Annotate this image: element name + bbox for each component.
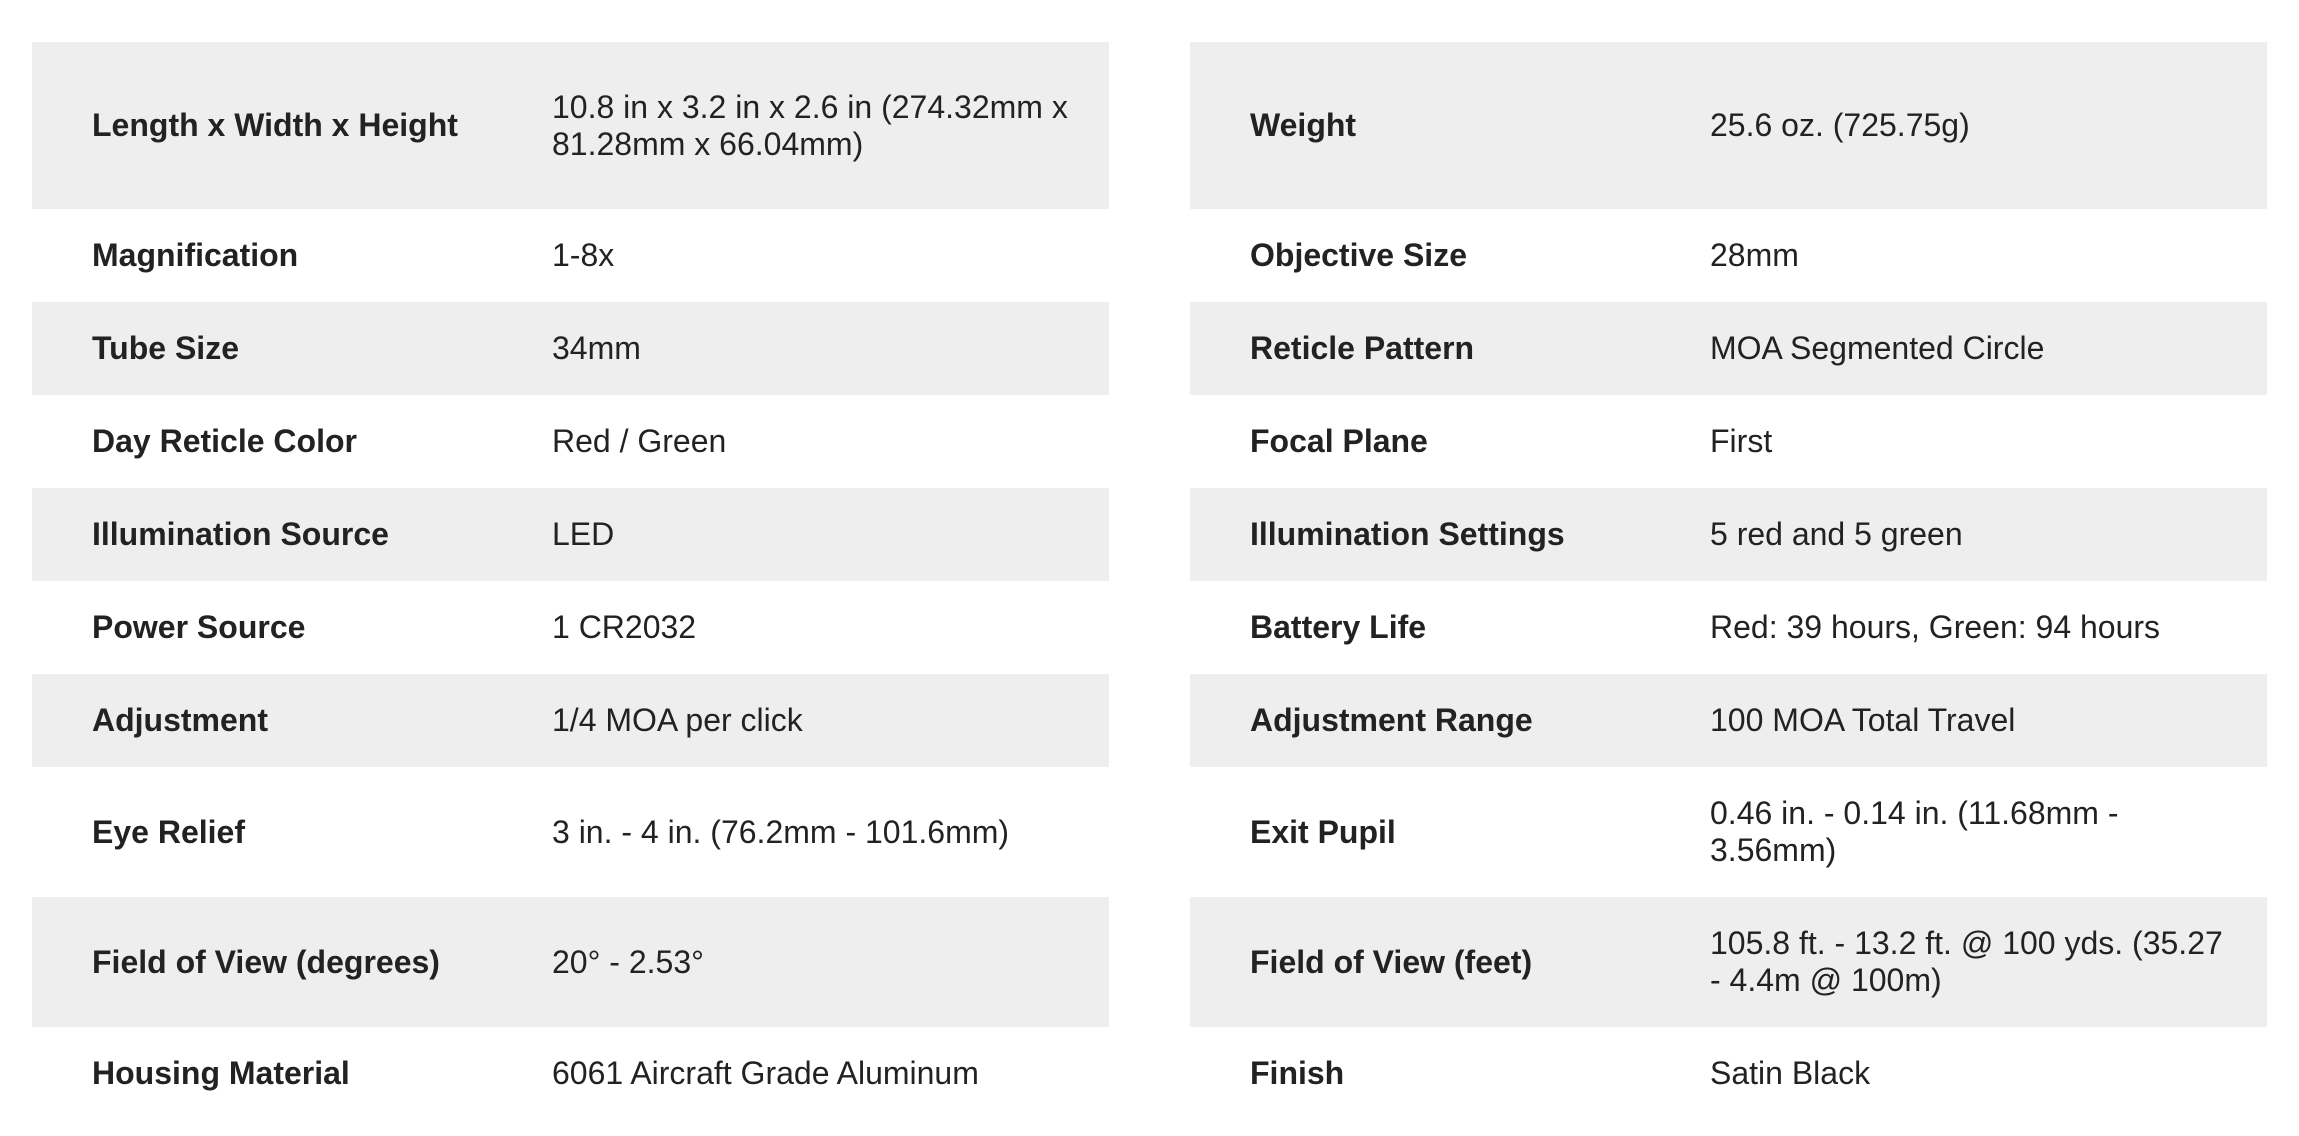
spec-row	[32, 1027, 1109, 1120]
spec-row	[1190, 674, 2267, 767]
spec-value: 0.46 in. - 0.14 in. (11.68mm - 3.56mm)	[1710, 795, 2119, 868]
spec-label: Power Source	[92, 609, 306, 645]
spec-row	[32, 209, 1109, 302]
spec-table-right	[1190, 42, 2267, 1120]
spec-label: Day Reticle Color	[92, 423, 357, 459]
spec-value: 6061 Aircraft Grade Aluminum	[552, 1055, 979, 1091]
spec-value: Red: 39 hours, Green: 94 hours	[1710, 609, 2161, 645]
spec-label: Housing Material	[92, 1055, 350, 1091]
spec-label: Weight	[1250, 107, 1357, 143]
spec-label: Eye Relief	[92, 813, 245, 850]
spec-value: LED	[552, 516, 615, 552]
spec-row	[32, 581, 1109, 674]
spec-row	[1190, 302, 2267, 395]
spec-label: Exit Pupil	[1250, 813, 1396, 850]
spec-value: 34mm	[552, 330, 641, 366]
spec-label: Adjustment Range	[1250, 702, 1533, 738]
spec-row	[1190, 488, 2267, 581]
spec-value: 1/4 MOA per click	[552, 702, 803, 738]
spec-label: Length x Width x Height	[92, 107, 458, 143]
spec-value: MOA Segmented Circle	[1710, 330, 2045, 366]
spec-row	[32, 42, 1109, 209]
spec-value: Satin Black	[1710, 1055, 1871, 1091]
spec-row	[1190, 1027, 2267, 1120]
spec-value: 105.8 ft. - 13.2 ft. @ 100 yds. (35.27 - 4.4m @ 100m)	[1710, 925, 2223, 998]
spec-row	[1190, 581, 2267, 674]
spec-label: Focal Plane	[1250, 423, 1428, 459]
spec-row	[32, 302, 1109, 395]
spec-value: 3 in. - 4 in. (76.2mm - 101.6mm)	[552, 813, 1010, 850]
spec-label: Finish	[1250, 1055, 1345, 1091]
spec-table-left	[32, 42, 1109, 1120]
spec-row	[1190, 767, 2267, 897]
spec-label: Field of View (degrees)	[92, 943, 440, 980]
spec-value: 5 red and 5 green	[1710, 516, 1963, 552]
spec-value: First	[1710, 423, 1773, 459]
spec-row	[32, 767, 1109, 897]
spec-row	[32, 395, 1109, 488]
spec-row	[1190, 42, 2267, 209]
spec-value: 10.8 in x 3.2 in x 2.6 in (274.32mm x 81.28mm x 66.04mm)	[552, 88, 1068, 162]
spec-value: 20° - 2.53°	[552, 943, 704, 980]
spec-value: 28mm	[1710, 237, 1799, 273]
spec-row	[1190, 209, 2267, 302]
spec-label: Field of View (feet)	[1250, 943, 1533, 980]
spec-label: Illumination Settings	[1250, 516, 1565, 552]
spec-row	[1190, 395, 2267, 488]
spec-row	[32, 488, 1109, 581]
spec-label: Magnification	[92, 237, 299, 273]
spec-value: 1-8x	[552, 237, 615, 273]
spec-label: Battery Life	[1250, 609, 1427, 645]
spec-row	[32, 674, 1109, 767]
spec-label: Tube Size	[92, 330, 239, 366]
spec-label: Adjustment	[92, 702, 268, 738]
spec-value: 1 CR2032	[552, 609, 697, 645]
spec-label: Reticle Pattern	[1250, 330, 1475, 366]
spec-value: 25.6 oz. (725.75g)	[1710, 107, 1970, 143]
spec-row	[32, 897, 1109, 1027]
spec-row	[1190, 897, 2267, 1027]
spec-label: Objective Size	[1250, 237, 1467, 273]
spec-value: 100 MOA Total Travel	[1710, 702, 2016, 738]
spec-label: Illumination Source	[92, 516, 389, 552]
spec-value: Red / Green	[552, 423, 727, 459]
